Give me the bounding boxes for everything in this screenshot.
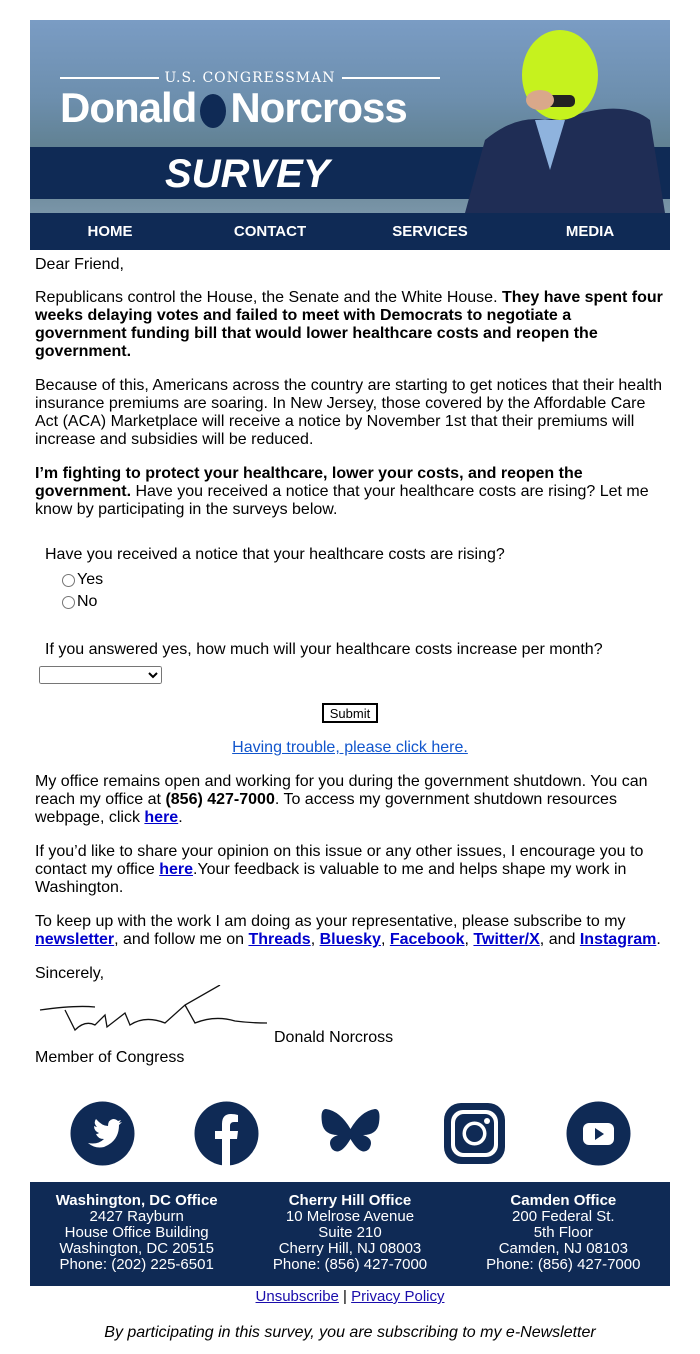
bluesky-link[interactable]: Bluesky bbox=[319, 931, 381, 948]
header-banner bbox=[30, 20, 670, 213]
text: , and follow me on bbox=[114, 931, 249, 948]
text: My office remains open and working for you during the government shutdown. You can reach my office at bbox=[35, 773, 648, 808]
text: Republicans control the House, the Senate and the White House. bbox=[35, 289, 502, 306]
signature-block bbox=[35, 983, 665, 1049]
radio-label: Yes bbox=[77, 571, 104, 588]
nav-contact[interactable]: CONTACT bbox=[233, 223, 307, 240]
office-line: Washington, DC 20515 bbox=[59, 1240, 214, 1257]
trouble-link[interactable]: Having trouble, please click here. bbox=[232, 739, 468, 756]
instagram-icon[interactable] bbox=[442, 1101, 507, 1166]
instagram-link[interactable]: Instagram bbox=[579, 931, 657, 948]
nav-bar bbox=[30, 213, 670, 250]
text: To keep up with the work I am doing as your representative, please subscribe to my bbox=[35, 913, 626, 930]
office-cherry-hill bbox=[243, 1193, 456, 1273]
radio-no-input[interactable] bbox=[62, 596, 75, 609]
name-first: Donald bbox=[60, 84, 197, 131]
twitter-link[interactable]: Twitter/X bbox=[473, 931, 540, 948]
youtube-icon[interactable] bbox=[566, 1101, 631, 1166]
radio-yes[interactable] bbox=[62, 569, 665, 591]
paragraph-1 bbox=[35, 289, 665, 361]
newsletter-link[interactable]: newsletter bbox=[35, 931, 115, 948]
office-phone: Phone: (202) 225-6501 bbox=[59, 1256, 214, 1273]
text: . bbox=[178, 809, 183, 826]
text: Have you received a notice that your healthcare costs are rising? Let me know by participating in the surveys below. bbox=[35, 483, 649, 518]
footer-links bbox=[30, 1288, 670, 1305]
office-line: 10 Melrose Avenue bbox=[285, 1208, 415, 1225]
office-line: Suite 210 bbox=[318, 1224, 382, 1241]
name-last: Norcross bbox=[230, 84, 407, 131]
banner-subtitle: U.S. CONGRESSMAN bbox=[164, 70, 336, 86]
office-line: 2427 Rayburn bbox=[89, 1208, 184, 1225]
office-line: Cherry Hill, NJ 08003 bbox=[278, 1240, 422, 1257]
nav-media[interactable]: MEDIA bbox=[565, 223, 615, 240]
separator: | bbox=[338, 1288, 352, 1305]
twitter-icon[interactable] bbox=[70, 1101, 135, 1166]
office-phone: Phone: (856) 427-7000 bbox=[486, 1256, 641, 1273]
text: . bbox=[656, 931, 661, 948]
office-name: Washington, DC Office bbox=[55, 1192, 218, 1209]
contact-link[interactable]: here bbox=[159, 861, 193, 878]
closing: Sincerely, bbox=[35, 965, 105, 982]
email bbox=[30, 20, 670, 1342]
text: . To access my government shutdown resources webpage, click bbox=[35, 791, 617, 826]
office-camden bbox=[457, 1193, 670, 1273]
phone: (856) 427-7000 bbox=[165, 791, 275, 808]
office-footer bbox=[30, 1182, 670, 1286]
submit-button[interactable]: Submit bbox=[322, 703, 378, 723]
bold-text: I’m fighting to protect your healthcare, lower your costs, and reopen the government. bbox=[35, 465, 583, 500]
radio-yes-input[interactable] bbox=[62, 574, 75, 587]
text: If you’d like to share your opinion on this issue or any other issues, I encourage you to contact my office bbox=[35, 843, 644, 878]
office-line: 200 Federal St. bbox=[512, 1208, 615, 1225]
question-2: If you answered yes, how much will your healthcare costs increase per month? bbox=[45, 641, 603, 658]
signer-title: Member of Congress bbox=[35, 1049, 185, 1066]
facebook-icon[interactable] bbox=[194, 1101, 259, 1166]
cost-increase-select[interactable] bbox=[39, 666, 162, 684]
paragraph-4 bbox=[35, 773, 665, 827]
nav-services[interactable]: SERVICES bbox=[392, 223, 468, 240]
banner-survey-title: SURVEY bbox=[165, 152, 330, 196]
social-icons bbox=[30, 1101, 670, 1166]
bluesky-icon[interactable] bbox=[318, 1101, 383, 1166]
banner-name bbox=[60, 84, 407, 132]
paragraph-3 bbox=[35, 465, 665, 519]
office-dc bbox=[30, 1193, 243, 1273]
threads-link[interactable]: Threads bbox=[248, 931, 311, 948]
facebook-link[interactable]: Facebook bbox=[389, 931, 465, 948]
subscription-note: By participating in this survey, you are subscribing to my e-Newsletter bbox=[104, 1324, 596, 1341]
radio-label: No bbox=[77, 593, 98, 610]
privacy-policy-link[interactable]: Privacy Policy bbox=[351, 1288, 445, 1305]
radio-no[interactable] bbox=[62, 591, 665, 613]
congressman-photo bbox=[425, 20, 670, 213]
paragraph-6: To keep up with the work I am doing as your representative, please subscribe to my newsletter, and follow me on Threads, Bluesky, Facebook, Twitter/X, and Instagram. bbox=[35, 913, 661, 948]
signature-image bbox=[35, 985, 275, 1041]
new-jersey-icon bbox=[200, 94, 226, 128]
office-name: Cherry Hill Office bbox=[288, 1192, 412, 1209]
paragraph-2: Because of this, Americans across the country are starting to get notices that their health insurance premiums are soaring. In New Jersey, those covered by the Affordable Care Act (ACA) Marketplace will receive a notice by November 1st that their premiums will increase and subsidies will be reduced. bbox=[35, 377, 662, 448]
letter-body bbox=[30, 256, 670, 1067]
greeting: Dear Friend, bbox=[35, 256, 124, 273]
signer-name: Donald Norcross bbox=[274, 1029, 394, 1046]
nav-home[interactable]: HOME bbox=[87, 223, 133, 240]
office-phone: Phone: (856) 427-7000 bbox=[272, 1256, 428, 1273]
office-name: Camden Office bbox=[510, 1192, 617, 1209]
paragraph-5 bbox=[35, 843, 665, 897]
text: and bbox=[544, 931, 580, 948]
office-line: House Office Building bbox=[64, 1224, 209, 1241]
office-line: Camden, NJ 08103 bbox=[498, 1240, 628, 1257]
office-line: 5th Floor bbox=[533, 1224, 593, 1241]
text: .Your feedback is valuable to me and helps shape my work in Washington. bbox=[35, 861, 627, 896]
bold-text: They have spent four weeks delaying votes and failed to meet with Democrats to negotiate a government funding bill that would lower healthcare costs and reopen the government. bbox=[35, 289, 663, 360]
unsubscribe-link[interactable]: Unsubscribe bbox=[255, 1288, 339, 1305]
question-1: Have you received a notice that your healthcare costs are rising? bbox=[45, 546, 505, 563]
shutdown-resources-link[interactable]: here bbox=[144, 809, 179, 826]
